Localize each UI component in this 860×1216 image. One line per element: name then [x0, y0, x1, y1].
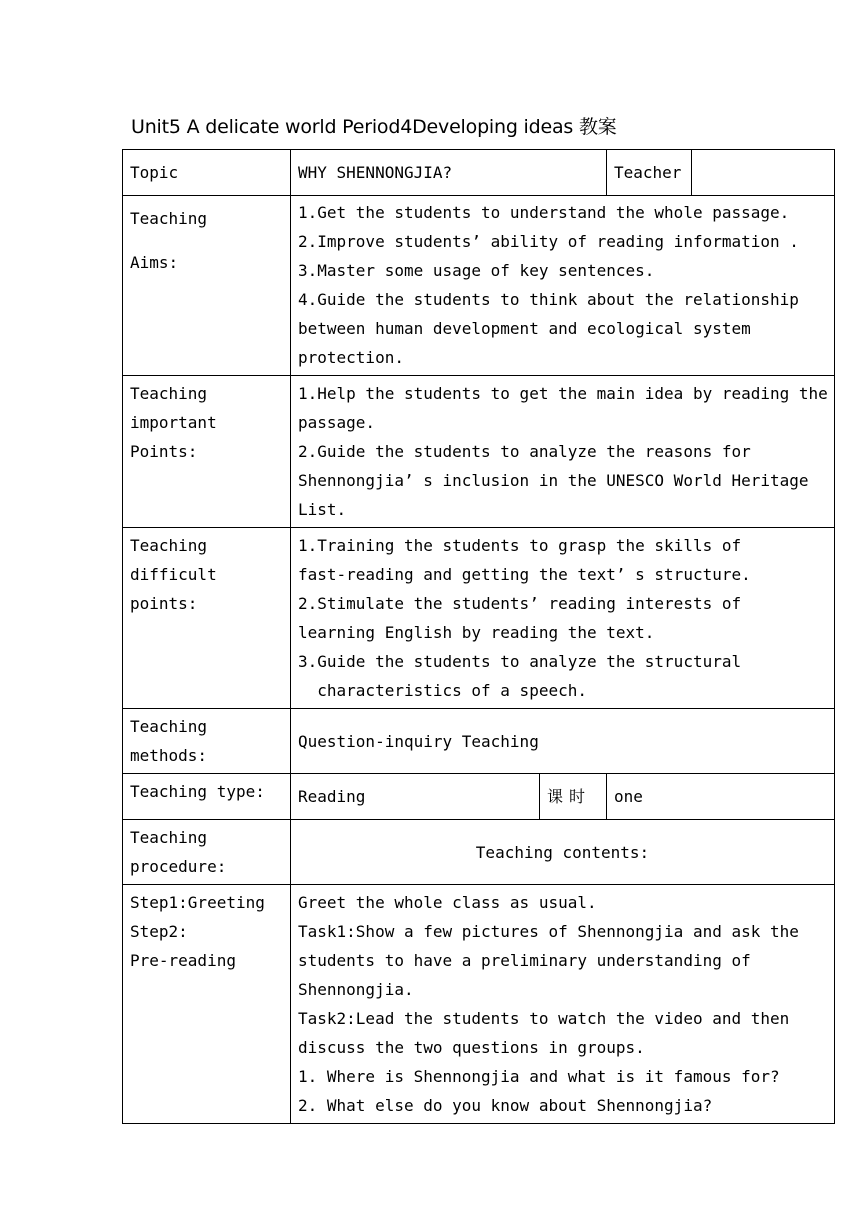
important-label-line: important — [130, 413, 217, 432]
steps-line: Shennongjia. — [298, 980, 414, 999]
difficult-line: characteristics of a speech. — [298, 681, 587, 700]
difficult-points-content — [291, 528, 835, 709]
aims-label-gap — [130, 233, 283, 248]
procedure-label — [123, 820, 291, 885]
methods-row — [123, 709, 835, 774]
methods-label — [123, 709, 291, 774]
difficult-line: 3.Guide the students to analyze the structural — [298, 652, 742, 671]
aims-label-line: Teaching — [130, 209, 208, 228]
important-points-content — [291, 376, 835, 528]
aims-row — [123, 196, 835, 376]
difficult-label-line: points: — [130, 594, 198, 613]
aims-line: 1.Get the students to understand the whole passage. — [298, 203, 790, 222]
difficult-line: fast-reading and getting the text’ s structure. — [298, 565, 751, 584]
procedure-label-line: Teaching — [130, 828, 208, 847]
topic-label: Topic — [123, 150, 291, 196]
type-row — [123, 774, 835, 820]
difficult-line: learning English by reading the text. — [298, 623, 655, 642]
important-label-line: Teaching — [130, 384, 208, 403]
aims-line: between human development and ecological system — [298, 319, 751, 338]
aims-content — [291, 196, 835, 376]
important-line: Shennongjia’ s inclusion in the UNESCO World Heritage — [298, 471, 809, 490]
type-value: Reading — [291, 774, 540, 820]
teacher-label: Teacher — [607, 150, 692, 196]
methods-label-line: Teaching — [130, 717, 208, 736]
aims-line: protection. — [298, 348, 404, 367]
procedure-row — [123, 820, 835, 885]
aims-label-line: Aims: — [130, 253, 179, 272]
steps-label-line: Pre-reading — [130, 951, 236, 970]
methods-label-line: methods: — [130, 746, 208, 765]
steps-line: Task2:Lead the students to watch the video and then — [298, 1009, 790, 1028]
steps-line: Greet the whole class as usual. — [298, 893, 597, 912]
topic-row — [123, 150, 835, 196]
teacher-value — [692, 150, 835, 196]
steps-content — [291, 885, 835, 1124]
important-points-label — [123, 376, 291, 528]
steps-label-line: Step1:Greeting — [130, 893, 265, 912]
aims-label — [123, 196, 291, 376]
steps-label — [123, 885, 291, 1124]
procedure-label-line: procedure: — [130, 857, 227, 876]
steps-line: 2. What else do you know about Shennongjia? — [298, 1096, 713, 1115]
type-label: Teaching type: — [123, 774, 291, 820]
difficult-line: 1.Training the students to grasp the skills of — [298, 536, 742, 555]
steps-row — [123, 885, 835, 1124]
lesson-plan-table — [122, 149, 835, 1124]
difficult-points-label — [123, 528, 291, 709]
document-title: Unit5 A delicate world Period4Developing ideas 教案 — [131, 116, 617, 138]
important-line: 2.Guide the students to analyze the reasons for — [298, 442, 751, 461]
difficult-line: 2.Stimulate the students’ reading interests of — [298, 594, 742, 613]
topic-value: WHY SHENNONGJIA? — [291, 150, 607, 196]
important-label-line: Points: — [130, 442, 198, 461]
period-value: one — [607, 774, 835, 820]
steps-line: Task1:Show a few pictures of Shennongjia and ask the — [298, 922, 799, 941]
important-line: List. — [298, 500, 347, 519]
teaching-contents-heading: Teaching contents: — [291, 820, 835, 885]
steps-line: students to have a preliminary understanding of — [298, 951, 751, 970]
steps-label-line: Step2: — [130, 922, 188, 941]
period-label: 课时 — [540, 774, 607, 820]
aims-line: 4.Guide the students to think about the relationship — [298, 290, 799, 309]
difficult-points-row — [123, 528, 835, 709]
aims-line: 2.Improve students’ ability of reading information . — [298, 232, 799, 251]
important-line: passage. — [298, 413, 376, 432]
aims-line: 3.Master some usage of key sentences. — [298, 261, 655, 280]
difficult-label-line: Teaching — [130, 536, 208, 555]
steps-line: discuss the two questions in groups. — [298, 1038, 645, 1057]
important-points-row — [123, 376, 835, 528]
steps-line: 1. Where is Shennongjia and what is it famous for? — [298, 1067, 780, 1086]
difficult-label-line: difficult — [130, 565, 217, 584]
important-line: 1.Help the students to get the main idea by reading the — [298, 384, 828, 403]
methods-value: Question-inquiry Teaching — [291, 709, 835, 774]
